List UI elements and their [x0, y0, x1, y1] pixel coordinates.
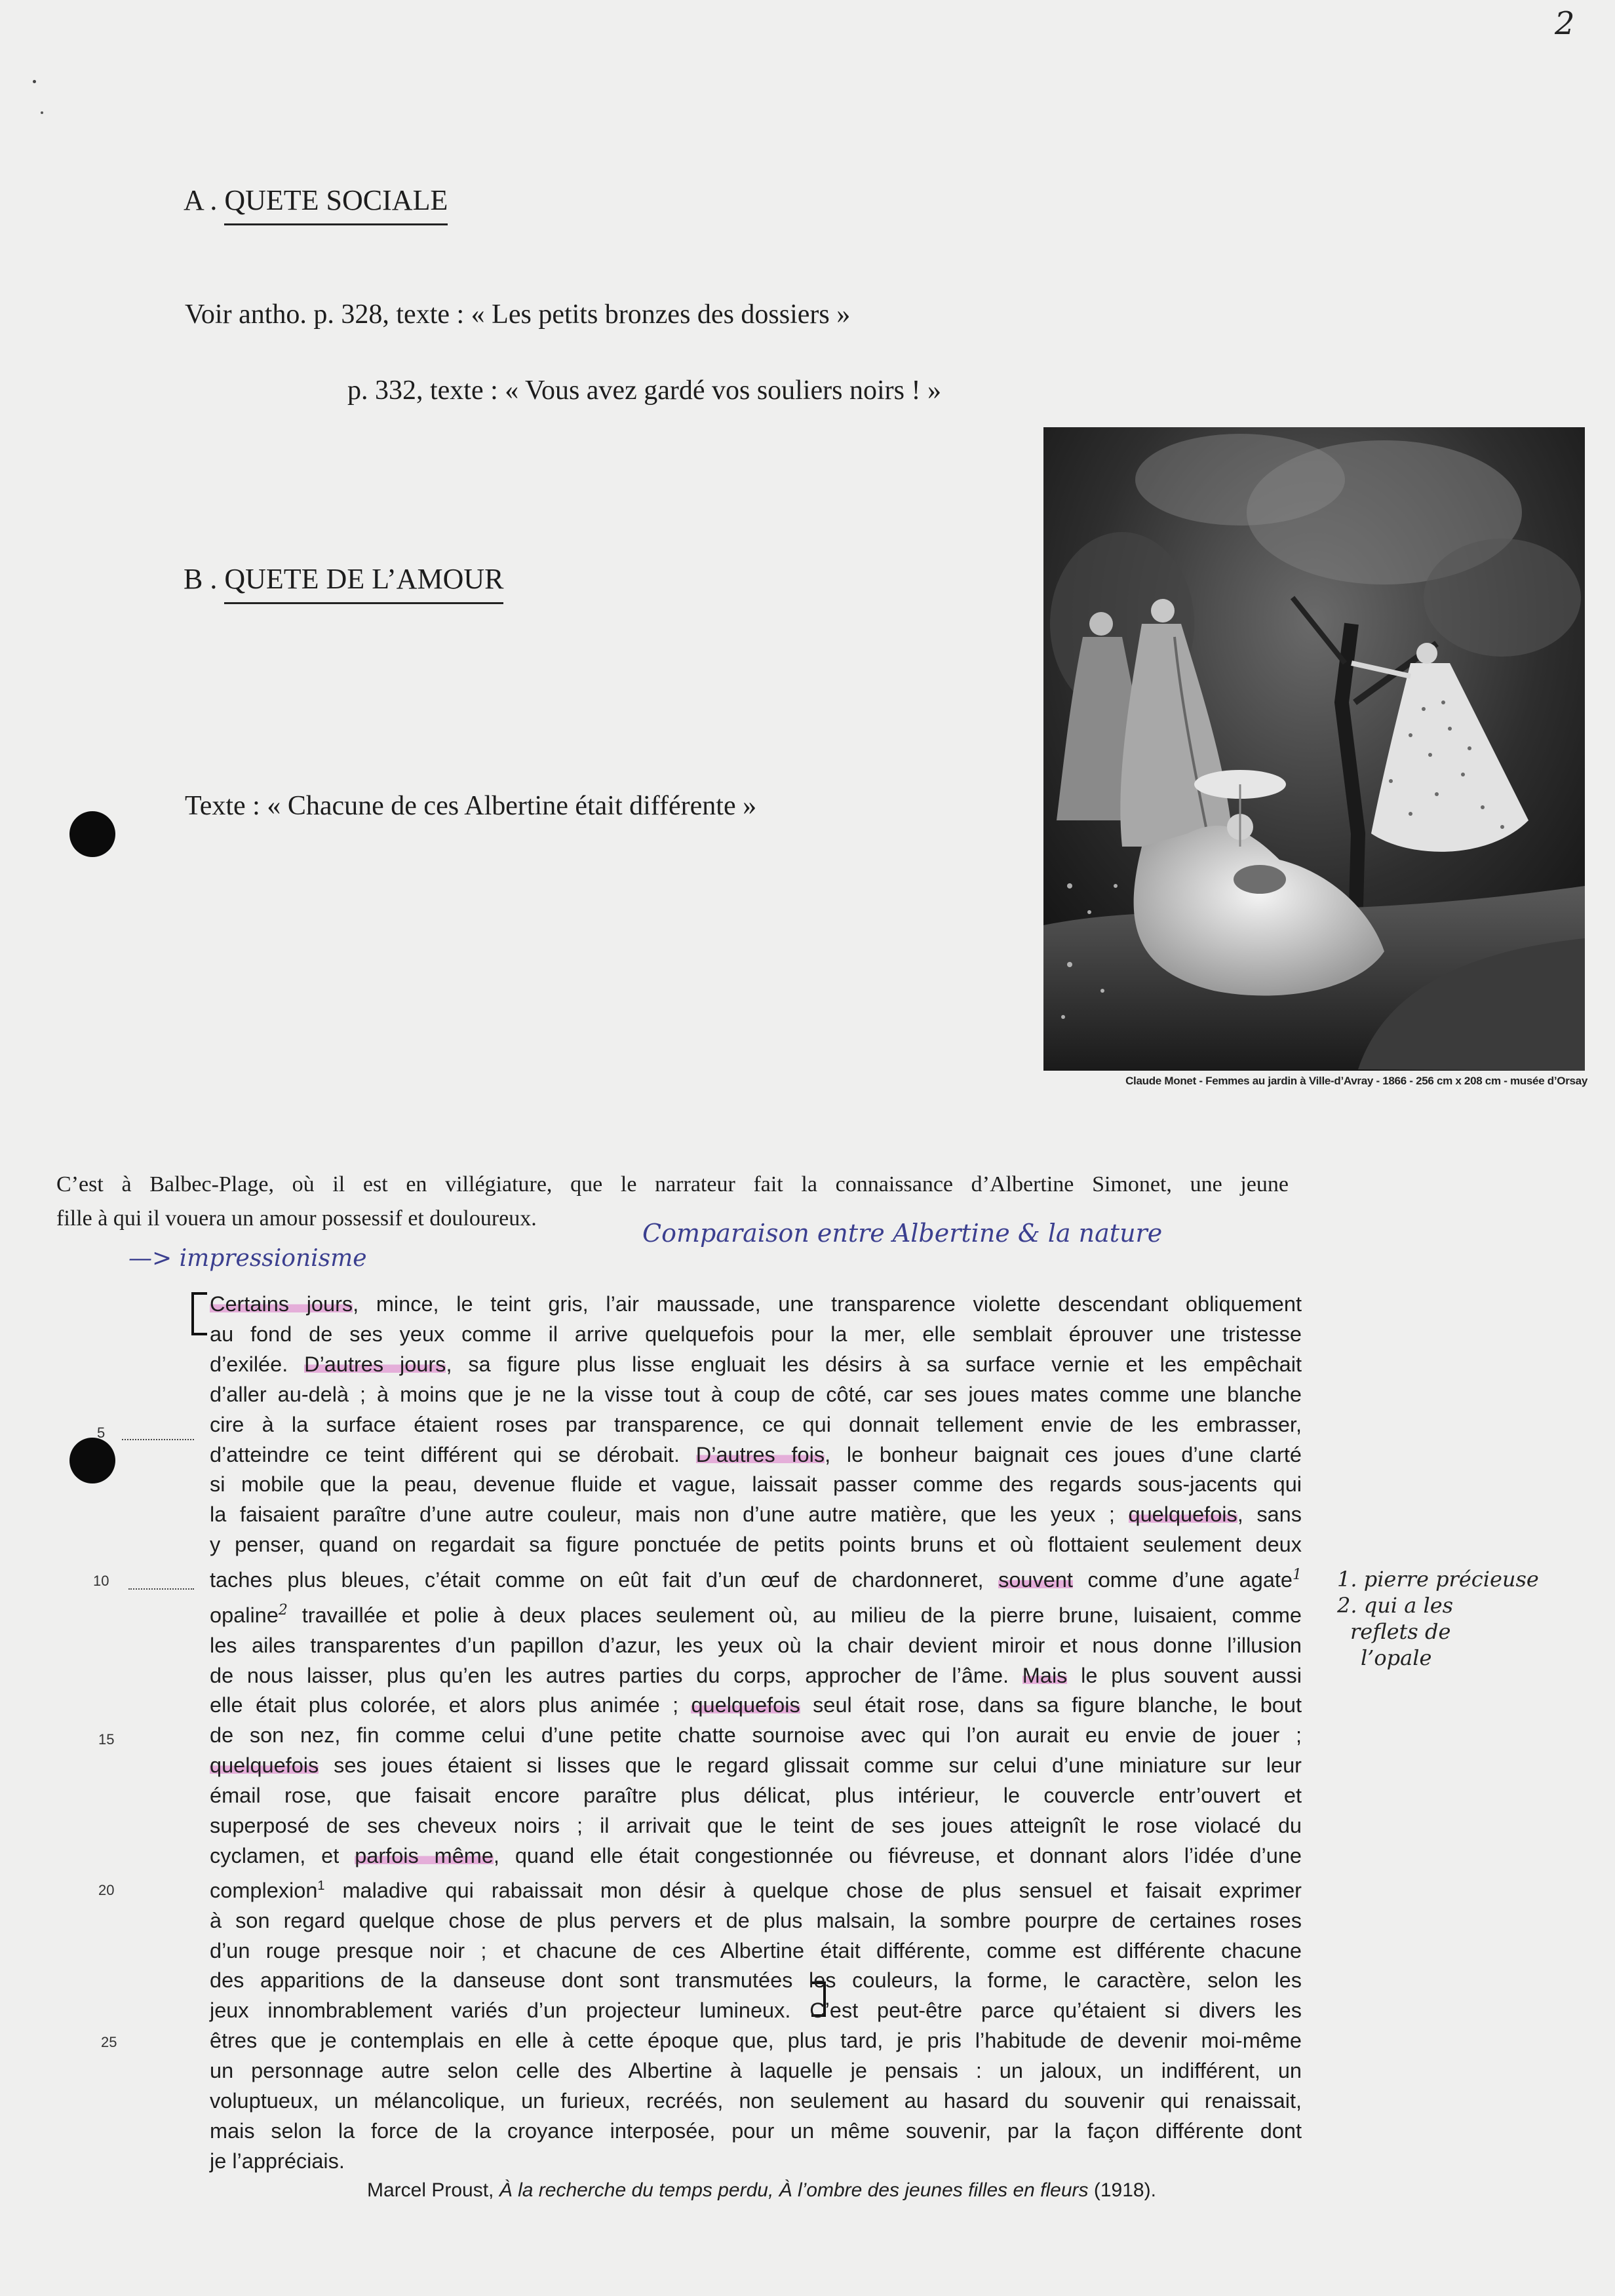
handwritten-impressionisme-note: —> impressionisme — [128, 1245, 367, 1272]
section-b-heading — [184, 562, 503, 604]
passage-line: d’atteindre ce teint différent qui se dérobait. D’autres fois, le bonheur baignait ces joues d’une clarté — [210, 1442, 1302, 1466]
highlight: Mais — [1022, 1663, 1068, 1687]
line-number: 25 — [101, 2034, 117, 2050]
proust-passage — [210, 1290, 1302, 2177]
passage-line: des apparitions de la danseuse dont sont transmutées les couleurs, la forme, le caractère, selon les — [210, 1968, 1302, 1993]
source-attribution — [367, 2179, 1156, 2202]
intro-line: fille à qui il vouera un amour possessif et douloureux. — [56, 1206, 537, 1231]
monet-painting-image — [1043, 427, 1585, 1071]
footnote-mark: 1 — [1293, 1567, 1302, 1584]
passage-line: d’un rouge presque noir ; et chacune de ces Albertine était différente, comme est différente chacune — [210, 1938, 1302, 1962]
passage-line: au fond de ses yeux comme il arrive quelquefois pour la mer, elle semblait éprouver une tristesse — [210, 1322, 1302, 1346]
handwritten-open-bracket — [191, 1292, 207, 1335]
margin-note-line: 1. pierre précieuse — [1337, 1567, 1539, 1592]
footnote-mark: 1 — [317, 1878, 325, 1893]
image-caption: Claude Monet - Femmes au jardin à Ville-d’Avray - 1866 - 256 cm x 208 cm - musée d’Orsay — [1125, 1075, 1587, 1087]
passage-line: y penser, quand on regardait sa figure ponctuée de petits points bruns et où flottaient seulement deux — [210, 1533, 1302, 1557]
passage-line: taches plus bleues, c’était comme on eût fait d’un œuf de chardonneret, souvent comme d’une agate$^1$ — [210, 1567, 1302, 1592]
highlight: D’autres jours — [304, 1352, 446, 1376]
line-number-tick — [128, 1588, 194, 1590]
punch-hole — [69, 811, 115, 857]
passage-line: jeux innombrablement variés d’un projecteur lumineux. C’est peut-être parce qu’étaient si divers les — [210, 1999, 1302, 2023]
section-b-letter: B . — [184, 563, 218, 595]
section-a-title: QUETE SOCIALE — [224, 183, 448, 225]
work-title: À la recherche du temps perdu, À l’ombre des jeunes filles en fleurs — [499, 2179, 1089, 2201]
passage-line: je l’appréciais. — [210, 2149, 345, 2173]
highlight: Certains jours — [210, 1292, 353, 1316]
page-number: 2 — [1555, 5, 1575, 42]
anthology-ref-1: Voir antho. p. 328, texte : « Les petits bronzes des dossiers » — [185, 299, 851, 330]
passage-line: elle était plus colorée, et alors plus animée ; quelquefois seul était rose, dans sa figure blanche, le bout — [210, 1693, 1302, 1717]
highlight: D’autres fois — [695, 1442, 825, 1466]
passage-line: superposé de ses cheveux noirs ; il arrivait que le teint de ses joues atteignît le rose violacé du — [210, 1814, 1302, 1838]
section-a-heading — [184, 183, 448, 225]
passage-line: les ailes transparentes d’un papillon d’azur, les yeux où la chair devient miroir et nous donne l’illusion — [210, 1633, 1302, 1657]
intro-line: C’est à Balbec-Plage, où il est en villégiature, que le narrateur fait la connaissance d’Albertine Simonet, une jeune — [56, 1172, 1289, 1196]
anthology-ref-2: p. 332, texte : « Vous avez gardé vos souliers noirs ! » — [347, 375, 941, 406]
year: (1918). — [1088, 2179, 1156, 2201]
line-number: 10 — [93, 1573, 109, 1589]
scan-speck — [33, 80, 36, 83]
passage-line: de son nez, fin comme celui d’une petite chatte sournoise avec qui l’on aurait eu envie de jouer ; — [210, 1723, 1302, 1748]
passage-line: de nous laisser, plus qu’en les autres parties du corps, approcher de l’âme. Mais le plus souvent aussi — [210, 1663, 1302, 1687]
line-number: 15 — [98, 1731, 115, 1748]
scan-speck — [41, 111, 43, 114]
margin-note-line: l’opale — [1361, 1645, 1432, 1670]
margin-note-line: reflets de — [1350, 1619, 1451, 1644]
passage-line: voluptueux, un mélancolique, un furieux, recréés, non seulement au hasard du souvenir qui renaissait, — [210, 2089, 1302, 2113]
passage-line: opaline$^2$ travaillée et polie à deux places seulement où, au milieu de la pierre brune, luisaient, comme — [210, 1601, 1302, 1627]
passage-line: émail rose, que faisait encore paraître plus délicat, plus intérieur, le couvercle entr’ouvert et — [210, 1784, 1302, 1808]
texte-reference: Texte : « Chacune de ces Albertine était différente » — [185, 791, 757, 821]
line-number: 5 — [97, 1425, 106, 1441]
highlight: parfois même — [355, 1843, 494, 1867]
highlight: souvent — [998, 1567, 1073, 1592]
author: Marcel Proust, — [367, 2179, 499, 2201]
footnote-mark: 2 — [278, 1601, 288, 1618]
section-a-letter: A . — [184, 184, 218, 216]
handwritten-comparison-note: Comparaison entre Albertine & la nature — [642, 1219, 1163, 1248]
passage-line: à son regard quelque chose de plus pervers et de plus malsain, la sombre pourpre de certaines roses — [210, 1908, 1302, 1932]
passage-line: cyclamen, et parfois même, quand elle était congestionnée ou fiévreuse, et donnant alors l’idée d’une — [210, 1843, 1302, 1867]
highlight: quelquefois — [691, 1693, 800, 1717]
margin-note-line: 2. qui a les — [1337, 1593, 1454, 1618]
passage-line: cire à la surface étaient roses par transparence, ce qui donnait tellement envie de les embrasser, — [210, 1412, 1302, 1436]
punch-hole — [69, 1438, 115, 1483]
passage-line: d’exilée. D’autres jours, sa figure plus lisse engluait les désirs à sa surface vernie et les empêchait — [210, 1352, 1302, 1376]
passage-line: mais selon la force de la croyance interposée, pour un même souvenir, par la façon différente dont — [210, 2118, 1302, 2143]
line-number: 20 — [98, 1882, 115, 1898]
passage-line: Certains jours, mince, le teint gris, l’air maussade, une transparence violette descendant obliquement — [210, 1292, 1302, 1316]
passage-line: êtres que je contemplais en elle à cette époque que, plus tard, je pris l’habitude de devenir moi-même — [210, 2029, 1302, 2053]
highlight: quelquefois — [1128, 1502, 1237, 1527]
passage-line: complexion$^1$ maladive qui rabaissait mon désir à quelque chose de plus sensuel et faisait exprimer — [210, 1878, 1302, 1902]
passage-line: quelquefois ses joues étaient si lisses que le regard glissait comme sur celui d’une miniature sur leur — [210, 1753, 1302, 1778]
passage-line: la faisaient paraître d’une autre couleur, mais non d’une autre matière, que les yeux ; quelquefois, sans — [210, 1502, 1302, 1527]
passage-line: d’aller au-delà ; à moins que je ne la visse tout à coup de côté, car ses joues mates comme une blanche — [210, 1382, 1302, 1406]
line-number-tick — [122, 1439, 194, 1440]
highlight: quelquefois — [210, 1753, 319, 1778]
passage-line: un personnage autre selon celle des Albertine à laquelle je pensais : un jaloux, un indifférent, un — [210, 2059, 1302, 2083]
handwritten-margin-notes — [1337, 1566, 1539, 1671]
section-b-title: QUETE DE L’AMOUR — [224, 562, 503, 604]
passage-line: si mobile que la peau, devenue fluide et vague, laissait passer comme des regards sous-jacents qui — [210, 1472, 1302, 1497]
